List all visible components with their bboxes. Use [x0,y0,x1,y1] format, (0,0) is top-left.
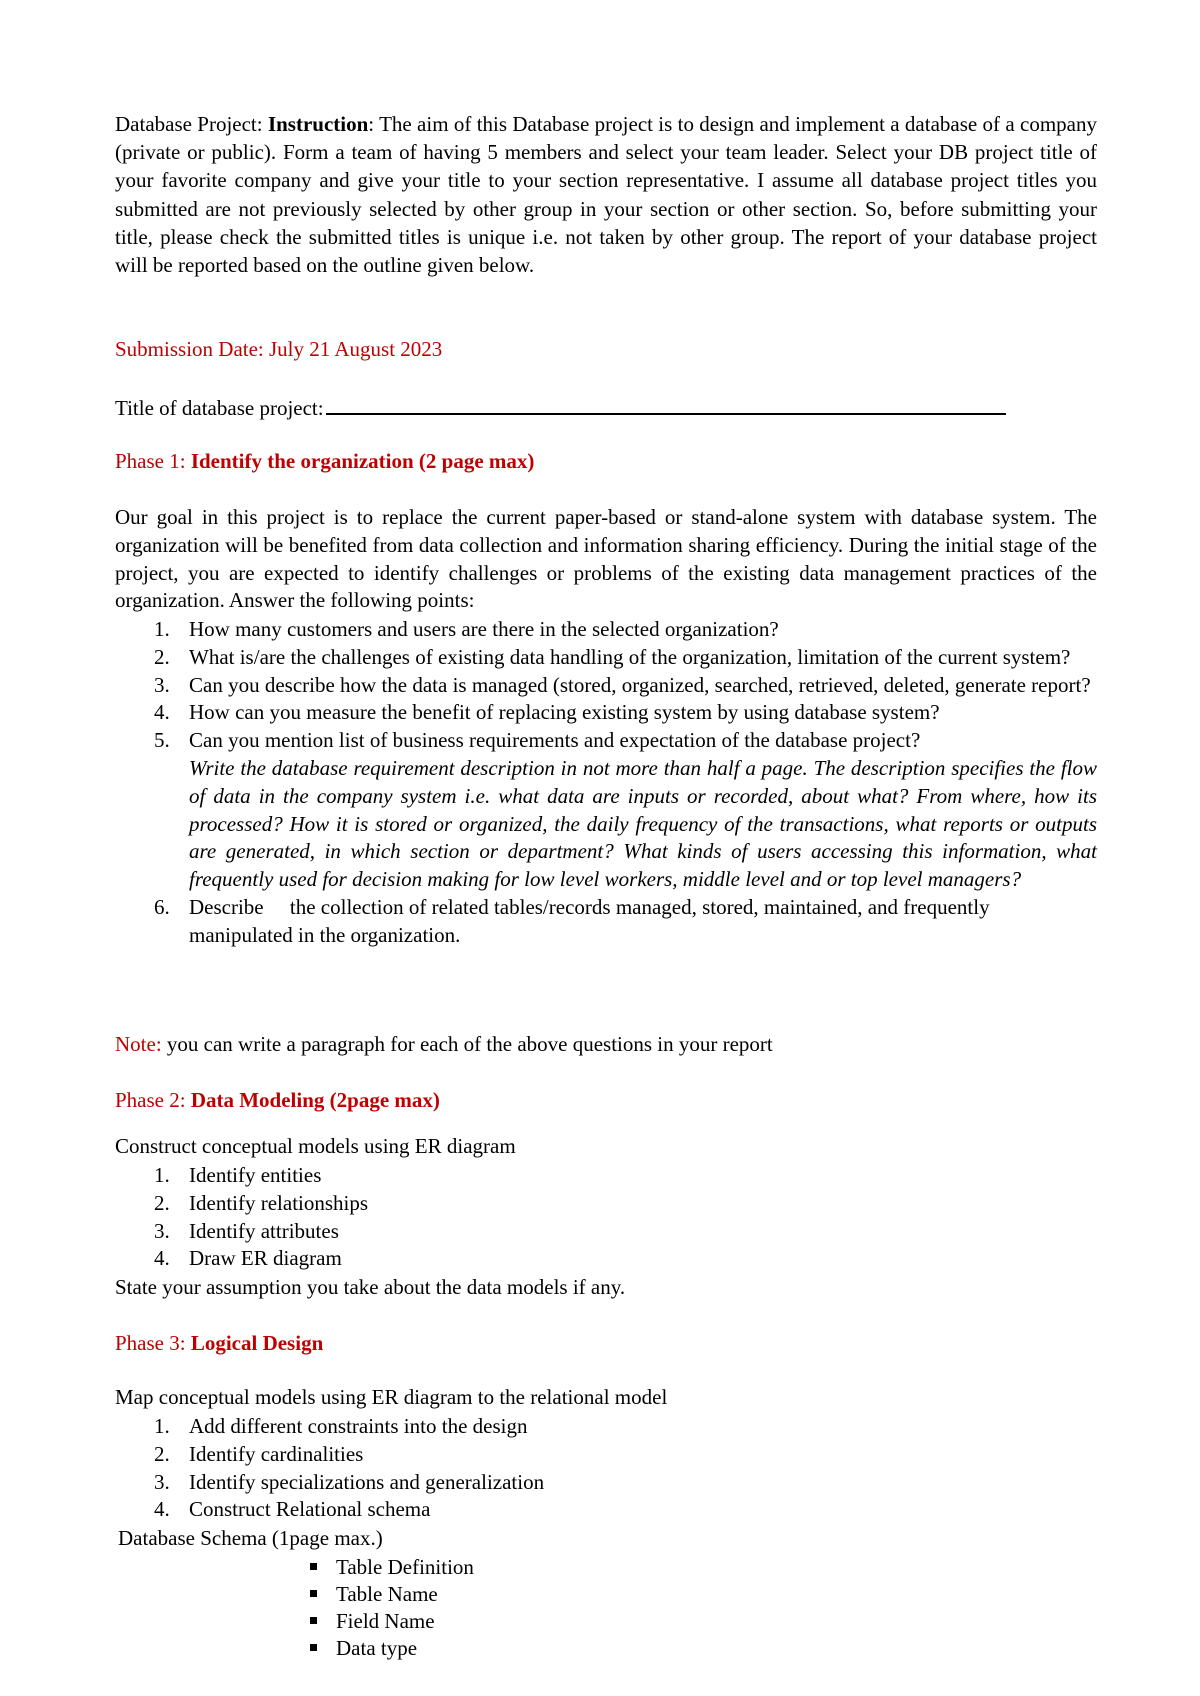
bullet-text: Table Definition [336,1555,474,1579]
phase1-prefix: Phase 1: [115,449,191,473]
schema-label: Database Schema (1page max.) [118,1526,383,1550]
item-text: Can you describe how the data is managed (stored, organized, searched, retrieved, deleted, generate report? [189,672,1091,697]
list-item [115,1245,1097,1273]
item-text: What is/are the challenges of existing data handling of the organization, limitation of the current system? [189,644,1071,669]
bullet-text: Table Name [336,1582,438,1606]
project-title-blank [326,393,1006,415]
item-number: 2. [154,644,170,669]
bullet-text: Data type [336,1636,418,1660]
item-text: Identify relationships [189,1190,369,1215]
list-item [115,644,1097,672]
phase2-intro: Construct conceptual models using ER diagram [115,1134,516,1158]
project-title-label: Title of database project: [115,396,324,420]
note-text: you can write a paragraph for each of the above questions in your report [161,1032,773,1056]
item-number: 4. [154,1497,170,1522]
item-text: Describe the collection of related tables/records managed, stored, maintained, and frequently manipulated in the organization. [189,894,995,947]
item-number: 6. [154,894,170,919]
list-item [115,1496,1097,1524]
square-bullet-icon [310,1563,317,1570]
intro-lead: Database Project: [115,112,268,136]
intro-paragraph [115,110,1097,279]
list-item [115,616,1097,644]
list-item [115,727,1097,894]
item-number: 4. [154,700,170,725]
phase3-intro: Map conceptual models using ER diagram to the relational model [115,1385,668,1409]
instruction-label: Instruction [267,112,369,136]
submission-date: Submission Date: July 21 August 2023 [115,337,443,361]
list-item [115,1413,1097,1441]
item-number: 1. [154,1163,170,1187]
item-text: How many customers and users are there in the selected organization? [189,617,779,641]
phase3-prefix: Phase 3: [115,1331,191,1355]
item-text: Add different constraints into the design [189,1414,528,1438]
square-bullet-icon [310,1617,317,1624]
item-text: Can you mention list of business requirements and expectation of the database project? [189,728,921,753]
phase3-heading [115,1331,323,1356]
phase2-title: Data Modeling (2page max) [190,1088,440,1112]
phase2-prefix: Phase 2: [115,1088,191,1112]
square-bullet-icon [310,1590,317,1597]
phase1-note [115,1032,773,1057]
item-number: 3. [154,1218,170,1243]
item-number: 4. [154,1246,170,1271]
item-number: 1. [154,1414,170,1438]
phase2-list [115,1162,1097,1273]
bullet-item [308,1635,474,1662]
item-text: How can you measure the benefit of replacing existing system by using database system? [189,700,940,725]
item-text: Construct Relational schema [189,1497,431,1522]
phase1-list [115,616,1097,950]
item-text: Identify attributes [189,1218,339,1243]
intro-text: : The aim of this Database project is to design and implement a database of a company (private or public). Form a team of having 5 members and select your team leader. Select your DB project title of your favorite company and give your title to your section representative. I assume all database project titles you submitted are not previously selected by other group in your section or other section. So, before submitting your title, please check the submitted titles is unique i.e. not taken by other group. The report of your database project will be reported based on the outline given below. [115,112,1097,278]
item-number: 2. [154,1441,170,1466]
list-item [115,1162,1097,1190]
bullet-text: Field Name [336,1609,435,1633]
list-item [115,894,1097,950]
list-item [115,1469,1097,1497]
item-text: Identify cardinalities [189,1441,364,1466]
item-number: 5. [154,728,170,753]
item5-note: Write the database requirement description in not more than half a page. The description specifies the flow of data in the company system i.e. what data are inputs or recorded, about what? From where, how its processed? How it is stored or organized, the daily frequency of the transactions, what reports or outputs are generated, in which section or department? What kinds of users accessing this information, what frequently used for decision making for low level workers, middle level and or top level managers? [189,755,1097,892]
item-number: 2. [154,1190,170,1215]
list-item [115,672,1097,700]
list-item [115,1218,1097,1246]
phase2-heading [115,1088,440,1113]
phase1-title: Identify the organization (2 page max) [190,449,535,473]
phase1-intro: Our goal in this project is to replace the current paper-based or stand-alone system with database system. The organization will be benefited from data collection and information sharing efficiency. During the initial stage of the project, you are expected to identify challenges or problems of the existing data management practices of the organization. Answer the following points: [115,505,1097,613]
square-bullet-icon [310,1644,317,1651]
phase1-heading [115,449,534,474]
item-number: 3. [154,1469,170,1494]
phase3-list [115,1413,1097,1524]
bullet-item [308,1581,474,1608]
list-item [115,1441,1097,1469]
item-text: Identify specializations and generalization [189,1469,545,1494]
item-number: 3. [154,672,170,697]
list-item [115,1190,1097,1218]
note-label: Note: [115,1032,162,1056]
phase2-outro: State your assumption you take about the data models if any. [115,1275,626,1299]
bullet-item [308,1554,474,1581]
schema-bullets [308,1554,474,1662]
phase3-title: Logical Design [190,1331,324,1355]
list-item [115,699,1097,727]
project-title-line [115,393,1006,421]
item-text: Identify entities [189,1163,322,1187]
bullet-item [308,1608,474,1635]
item-number: 1. [154,617,170,641]
item-text: Draw ER diagram [189,1246,342,1271]
